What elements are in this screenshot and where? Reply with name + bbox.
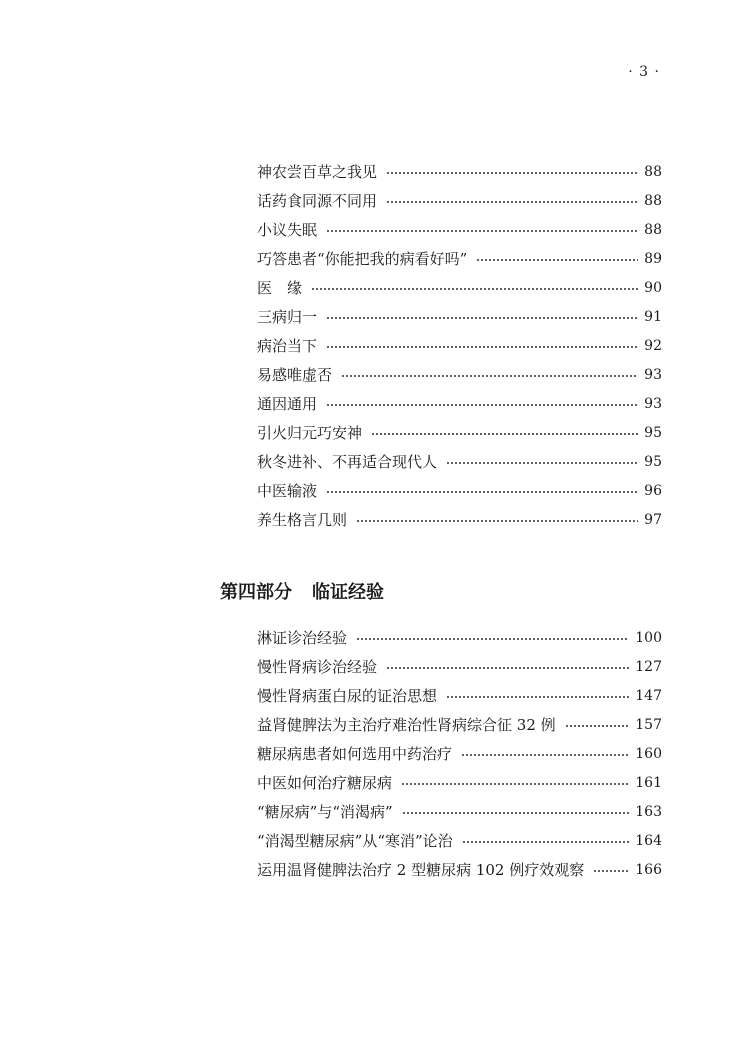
part-title: 临证经验 [312,582,384,603]
dot-leader [326,403,638,407]
toc-entry [257,361,662,390]
toc-entry-title: 引火归元巧安神 [257,424,363,442]
part-number-label: 第四部分 [220,582,292,603]
toc-entry-page-number: 88 [644,222,662,238]
toc-entry-page-number: 166 [635,862,662,878]
dot-leader [356,637,629,641]
toc-entry-page-number: 93 [644,396,662,412]
dot-leader [311,287,638,291]
toc-entry-title: 医 缘 [257,279,303,297]
toc-entry [257,245,662,274]
toc-entry-title: 淋证诊治经验 [257,629,348,647]
toc-entry-page-number: 164 [635,833,662,849]
toc-entry [257,477,662,506]
toc-entry [257,216,662,245]
page-number: · 3 · [628,64,660,80]
dot-leader [446,695,629,699]
dot-leader [565,724,630,728]
toc-entry-title: 中医如何治疗糖尿病 [257,774,393,792]
toc-entry [257,506,662,535]
toc-entry [257,682,662,711]
toc-entry-page-number: 163 [635,804,662,820]
toc-entry-page-number: 89 [644,251,662,267]
toc-entry-title: 秋冬进补、不再适合现代人 [257,453,438,471]
dot-leader [326,490,638,494]
toc-entry [257,303,662,332]
part-heading [220,580,384,606]
toc-entry-page-number: 95 [644,454,662,470]
toc-entry-title: 神农尝百草之我见 [257,163,378,181]
toc-entry-title: 小议失眠 [257,221,318,239]
toc-entry-title: 益肾健脾法为主治疗难治性肾病综合征 32 例 [257,716,556,734]
dot-leader [386,666,629,670]
toc-entry-page-number: 90 [644,280,662,296]
dot-leader [401,782,629,786]
toc-entry-page-number: 100 [635,630,662,646]
toc-entry-page-number: 160 [635,746,662,762]
dot-leader [476,258,638,262]
dot-leader [371,432,638,436]
toc-entry-page-number: 127 [635,659,662,675]
toc-entry [257,798,662,827]
toc-entry-page-number: 88 [644,193,662,209]
toc-entry-title: 慢性肾病蛋白尿的证治思想 [257,687,438,705]
dot-leader [462,840,630,844]
toc-entry-title: 养生格言几则 [257,511,348,529]
dot-leader [386,200,638,204]
toc-entry [257,653,662,682]
toc-entry-title: 话药食同源不同用 [257,192,378,210]
dot-leader [593,869,629,873]
toc-list-continued [257,158,662,535]
dot-leader [386,171,638,175]
dot-leader [461,753,629,757]
toc-entry-page-number: 96 [644,483,662,499]
toc-entry [257,624,662,653]
toc-entry-page-number: 147 [635,688,662,704]
dot-leader [356,519,638,523]
toc-entry [257,827,662,856]
toc-entry-title: 三病归一 [257,308,318,326]
toc-entry [257,769,662,798]
toc-entry [257,187,662,216]
toc-entry [257,856,662,885]
toc-entry-title: 糖尿病患者如何选用中药治疗 [257,745,453,763]
toc-entry-title: 慢性肾病诊治经验 [257,658,378,676]
toc-entry-page-number: 91 [644,309,662,325]
dot-leader [446,461,638,465]
toc-entry-page-number: 93 [644,367,662,383]
toc-entry [257,390,662,419]
toc-entry [257,332,662,361]
toc-entry-title: 巧答患者“你能把我的病看好吗” [257,250,468,268]
toc-entry-title: 通因通用 [257,395,318,413]
toc-entry-title: “糖尿病”与“消渴病” [257,803,393,821]
dot-leader [326,345,638,349]
toc-entry-title: 运用温肾健脾法治疗 2 型糖尿病 102 例疗效观察 [257,861,585,879]
toc-entry [257,740,662,769]
toc-entry [257,274,662,303]
toc-entry-title: 易感唯虚否 [257,366,333,384]
toc-entry [257,158,662,187]
toc-entry-page-number: 97 [644,512,662,528]
dot-leader [402,811,630,815]
dot-leader [326,316,638,320]
toc-entry-title: 中医输液 [257,482,318,500]
toc-entry-page-number: 88 [644,164,662,180]
toc-entry-page-number: 92 [644,338,662,354]
toc-entry-page-number: 95 [644,425,662,441]
toc-entry-page-number: 157 [635,717,662,733]
toc-list-part [257,624,662,885]
dot-leader [326,229,638,233]
dot-leader [341,374,638,378]
toc-entry [257,448,662,477]
toc-entry-title: “消渴型糖尿病”从“寒消”论治 [257,832,453,850]
toc-entry-title: 病治当下 [257,337,318,355]
toc-entry [257,419,662,448]
toc-entry [257,711,662,740]
toc-entry-page-number: 161 [635,775,662,791]
